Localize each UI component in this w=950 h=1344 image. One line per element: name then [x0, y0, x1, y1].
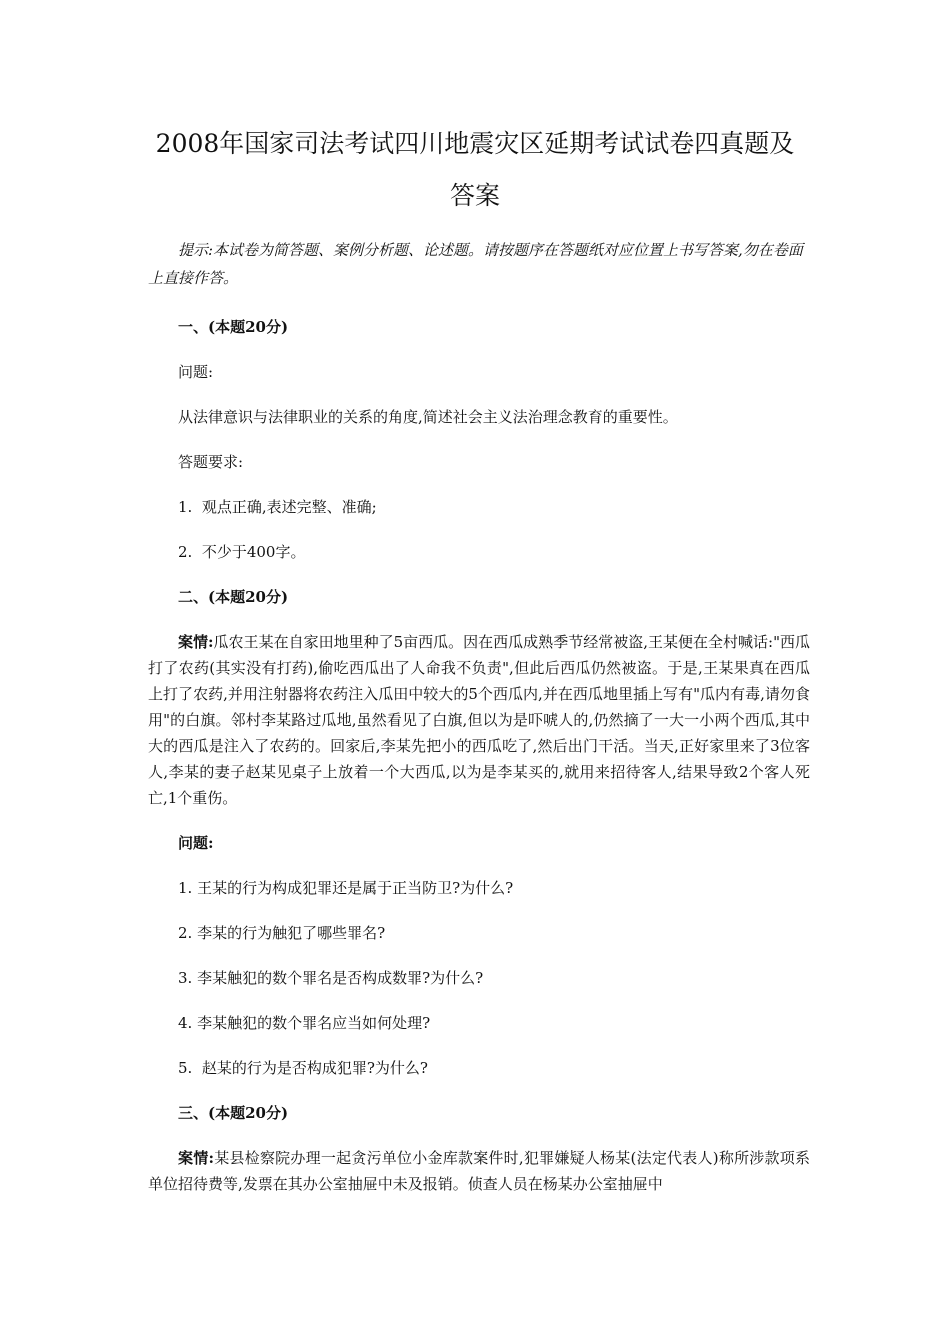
case-text: 某县检察院办理一起贪污单位小金库款案件时,犯罪嫌疑人杨某(法定代表人)称所涉款项系单位招待费等,发票在其办公室抽屉中未及报销。侦查人员在杨某办公室抽屉中 [148, 1149, 810, 1193]
title-line-1: 2008年国家司法考试四川地震灾区延期考试试卷四真题及 [155, 129, 795, 158]
case-label: 案情: [178, 1149, 215, 1167]
case-label: 案情: [178, 633, 214, 651]
section-2-heading: 二、(本题20分) [178, 588, 289, 606]
section-1-heading: 一、(本题20分) [178, 318, 289, 336]
section-2-question-label: 问题: [178, 834, 214, 852]
section-2-question: 3. 李某触犯的数个罪名是否构成数罪?为什么? [178, 969, 484, 987]
section-2-question: 2. 李某的行为触犯了哪些罪名? [178, 924, 386, 942]
section-1-requirement: 1. 观点正确,表述完整、准确; [178, 498, 377, 516]
section-2-question: 4. 李某触犯的数个罪名应当如何处理? [178, 1014, 431, 1032]
section-2-question: 5. 赵某的行为是否构成犯罪?为什么? [178, 1059, 428, 1077]
exam-note: 提示:本试卷为简答题、案例分析题、论述题。请按题序在答题纸对应位置上书写答案,勿在卷面上直接作答。 [148, 241, 803, 287]
title-line-2: 答案 [449, 181, 500, 210]
case-text: 瓜农王某在自家田地里种了5亩西瓜。因在西瓜成熟季节经常被盗,王某便在全村喊话:"西瓜打了农药(其实没有打药),偷吃西瓜出了人命我不负责",但此后西瓜仍然被盗。于是,王某果真在西瓜上打了农药,并用注射器将农药注入瓜田中较大的5个西瓜内,并在西瓜地里插上写有"瓜内有毒,请勿食用"的白旗。邻村李某路过瓜地,虽然看见了白旗,但以为是吓唬人的,仍然摘了一大一小两个西瓜,其中大的西瓜是注入了农药的。回家后,李某先把小的西瓜吃了,然后出门干活。当天,正好家里来了3位客人,李某的妻子赵某见桌子上放着一个大西瓜,以为是李某买的,就用来招待客人,结果导致2个客人死亡,1个重伤。 [148, 633, 810, 807]
section-3-heading: 三、(本题20分) [178, 1104, 289, 1122]
section-1-requirements-label: 答题要求: [178, 453, 244, 471]
document-body [148, 236, 810, 1197]
document-title [140, 118, 810, 222]
section-3-case [148, 1145, 810, 1197]
section-1-question: 从法律意识与法律职业的关系的角度,简述社会主义法治理念教育的重要性。 [178, 408, 678, 426]
section-2-case [148, 629, 810, 811]
section-1-requirement: 2. 不少于400字。 [178, 543, 306, 561]
section-2-question: 1. 王某的行为构成犯罪还是属于正当防卫?为什么? [178, 879, 514, 897]
section-1-question-label: 问题: [178, 363, 214, 381]
